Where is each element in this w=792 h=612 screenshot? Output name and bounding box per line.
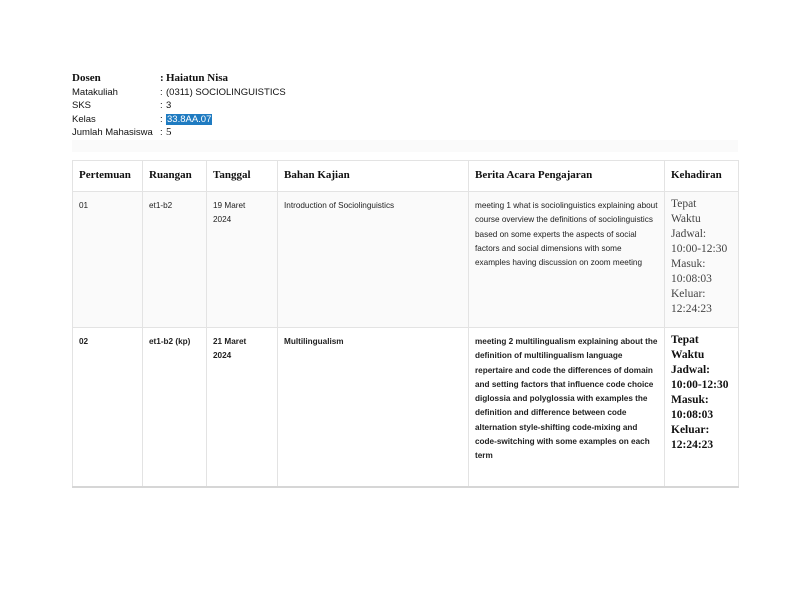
cell-ruangan: et1-b2 [143,192,207,328]
cell-kehadiran: Tepat Waktu Jadwal: 10:00-12:30 Masuk: 10:08:03 Keluar: 12:24:23 [665,192,739,328]
sks-label: SKS [72,100,92,111]
info-sks [72,99,286,113]
cell-kehadiran: Tepat Waktu Jadwal: 10:00-12:30 Masuk: 10:08:03 Keluar: 12:24:23 [665,328,739,488]
cell-berita-acara: meeting 1 what is sociolinguistics explaining about course overview the definitions of sociolinguistics based on some experts the aspects of social factors and social dimensions with some examples having discussion on zoom meeting [469,192,665,328]
header-bahan-kajian: Bahan Kajian [278,161,469,192]
info-dosen [72,72,286,86]
matakuliah-label: Matakuliah [72,86,118,98]
attendance-table [72,160,739,488]
header-pertemuan: Pertemuan [73,161,143,192]
separator: : [160,86,163,98]
cell-bahan-kajian: Multilingualism [278,328,469,488]
cell-pertemuan: 02 [73,328,143,488]
cell-tanggal: 19 Maret 2024 [207,192,278,328]
kelas-value [166,113,212,127]
info-divider [72,140,738,152]
course-info [72,72,286,140]
separator: : [160,72,164,84]
cell-pertemuan: 01 [73,192,143,328]
header-berita-acara: Berita Acara Pengajaran [469,161,665,192]
cell-ruangan: et1-b2 (kp) [143,328,207,488]
cell-berita-acara: meeting 2 multilingualism explaining about the definition of multilingualism language repertaire and code the differences of domain and setting factors that influence code choice diglossia and polyglossia with examples the definition and difference between code alternation style-shifting code-mixing and code-switching with some examples on each term [469,328,665,488]
dosen-label: Dosen [72,72,101,84]
jumlah-value: 5 [166,126,172,138]
kelas-highlight[interactable]: 33.8AA.07 [167,113,212,125]
table-row [73,192,739,328]
separator: : [160,127,163,138]
info-matakuliah [72,86,286,100]
header-tanggal: Tanggal [207,161,278,192]
header-kehadiran: Kehadiran [665,161,739,192]
cell-bahan-kajian: Introduction of Sociolinguistics [278,192,469,328]
table-header-row [73,161,739,192]
info-jumlah [72,126,286,140]
header-ruangan: Ruangan [143,161,207,192]
separator: : [160,100,163,111]
table-row [73,328,739,488]
separator: : [160,113,163,125]
sks-value: 3 [166,100,172,111]
kelas-label: Kelas [72,113,96,125]
cell-tanggal: 21 Maret 2024 [207,328,278,488]
info-kelas [72,113,286,127]
dosen-value: Haiatun Nisa [166,72,229,84]
matakuliah-value: (0311) SOCIOLINGUISTICS [166,86,286,98]
jumlah-label: Jumlah Mahasiswa [72,127,153,138]
